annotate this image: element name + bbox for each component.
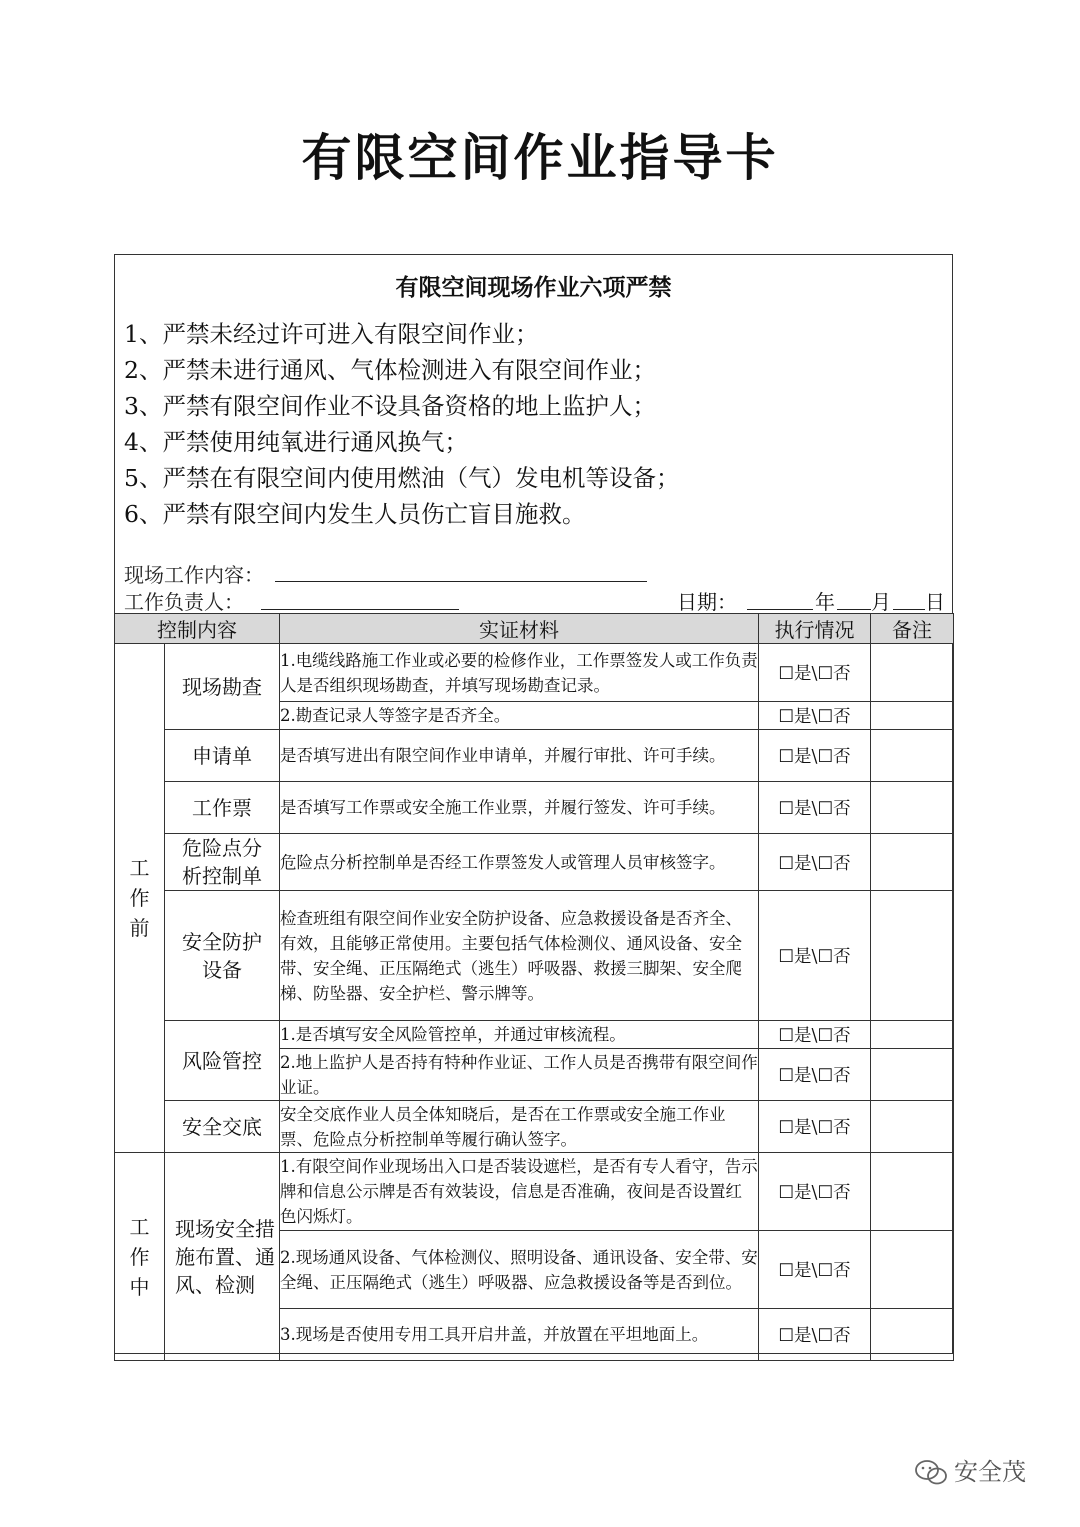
status-checkbox[interactable]: ☐是\☐否 — [759, 1309, 871, 1361]
item-cell: 危险点分析控制单 — [165, 834, 280, 891]
remark-cell[interactable] — [871, 1049, 954, 1101]
status-checkbox[interactable]: ☐是\☐否 — [759, 891, 871, 1021]
day-field[interactable] — [893, 609, 925, 610]
header-status: 执行情况 — [759, 614, 871, 644]
item-cell: 安全交底 — [165, 1101, 280, 1153]
item-cell: 现场安全措施布置、通风、检测 — [165, 1153, 280, 1361]
content-cell: 2.勘查记录人等签字是否齐全。 — [280, 702, 759, 730]
table-row — [115, 1153, 954, 1231]
remark-cell[interactable] — [871, 782, 954, 834]
table-row — [115, 782, 954, 834]
month-field[interactable] — [837, 609, 871, 610]
remark-cell[interactable] — [871, 1309, 954, 1361]
work-content-field[interactable] — [275, 581, 647, 582]
responsible-label: 工作负责人： — [124, 590, 244, 614]
content-cell: 2.地上监护人是否持有特种作业证、工作人员是否携带有限空间作业证。 — [280, 1049, 759, 1101]
phase-during — [115, 1153, 165, 1361]
table-row — [115, 891, 954, 1021]
guide-card — [114, 254, 953, 1354]
wechat-icon — [914, 1459, 948, 1487]
rule-item: 4、严禁使用纯氧进行通风换气； — [124, 428, 468, 456]
watermark-text: 安全茂 — [954, 1458, 1026, 1486]
status-checkbox[interactable]: ☐是\☐否 — [759, 834, 871, 891]
item-cell: 安全防护设备 — [165, 891, 280, 1021]
remark-cell[interactable] — [871, 834, 954, 891]
phase-label: 工作前 — [129, 856, 150, 940]
content-cell: 检查班组有限空间作业安全防护设备、应急救援设备是否齐全、有效，且能够正常使用。主要包括气体检测仪、通风设备、安全带、安全绳、正压隔绝式（逃生）呼吸器、救援三脚架、安全爬梯、防坠器、安全护栏、警示牌等。 — [280, 891, 759, 1021]
table-row — [115, 644, 954, 702]
page-title: 有限空间作业指导卡 — [301, 129, 779, 187]
year-label: 年 — [815, 590, 835, 614]
content-cell: 3.现场是否使用专用工具开启井盖，并放置在平坦地面上。 — [280, 1309, 759, 1361]
content-cell: 是否填写工作票或安全施工作业票，并履行签发、许可手续。 — [280, 782, 759, 834]
status-checkbox[interactable]: ☐是\☐否 — [759, 644, 871, 702]
remark-cell[interactable] — [871, 702, 954, 730]
status-checkbox[interactable]: ☐是\☐否 — [759, 730, 871, 782]
year-field[interactable] — [747, 609, 813, 610]
table-row — [115, 1101, 954, 1153]
status-checkbox[interactable]: ☐是\☐否 — [759, 1231, 871, 1309]
remark-cell[interactable] — [871, 730, 954, 782]
rule-item: 1、严禁未经过许可进入有限空间作业； — [124, 320, 539, 348]
content-cell: 安全交底作业人员全体知晓后，是否在工作票或安全施工作业票、危险点分析控制单等履行确认签字。 — [280, 1101, 759, 1153]
watermark — [914, 1452, 1026, 1487]
content-cell: 是否填写进出有限空间作业申请单，并履行审批、许可手续。 — [280, 730, 759, 782]
content-cell: 1.电缆线路施工作业或必要的检修作业，工作票签发人或工作负责人是否组织现场勘查，并填写现场勘查记录。 — [280, 644, 759, 702]
work-content-label: 现场工作内容： — [124, 563, 264, 587]
status-checkbox[interactable]: ☐是\☐否 — [759, 1153, 871, 1231]
phase-label: 工作中 — [129, 1214, 150, 1299]
status-checkbox[interactable]: ☐是\☐否 — [759, 1049, 871, 1101]
remark-cell[interactable] — [871, 1101, 954, 1153]
table-header-row — [115, 614, 954, 644]
rule-item: 5、严禁在有限空间内使用燃油（气）发电机等设备； — [124, 464, 680, 492]
content-cell: 1.是否填写安全风险管控单，并通过审核流程。 — [280, 1021, 759, 1049]
date-label: 日期： — [677, 590, 737, 614]
rule-item: 2、严禁未进行通风、气体检测进入有限空间作业； — [124, 356, 656, 384]
rule-item: 3、严禁有限空间作业不设具备资格的地上监护人； — [124, 392, 656, 420]
table-row — [115, 730, 954, 782]
remark-cell[interactable] — [871, 1153, 954, 1231]
status-checkbox[interactable]: ☐是\☐否 — [759, 1021, 871, 1049]
header-remark: 备注 — [871, 614, 954, 644]
remark-cell[interactable] — [871, 644, 954, 702]
item-cell: 工作票 — [165, 782, 280, 834]
item-cell: 风险管控 — [165, 1021, 280, 1101]
remark-cell[interactable] — [871, 1021, 954, 1049]
control-table — [114, 613, 954, 1361]
month-label: 月 — [871, 590, 891, 614]
remark-cell[interactable] — [871, 891, 954, 1021]
item-cell: 申请单 — [165, 730, 280, 782]
phase-before — [115, 644, 165, 1153]
header-evidence: 实证材料 — [280, 614, 759, 644]
status-checkbox[interactable]: ☐是\☐否 — [759, 702, 871, 730]
status-checkbox[interactable]: ☐是\☐否 — [759, 782, 871, 834]
item-cell: 现场勘查 — [165, 644, 280, 730]
table-row — [115, 1021, 954, 1049]
content-cell: 2.现场通风设备、气体检测仪、照明设备、通讯设备、安全带、安全绳、正压隔绝式（逃生）呼吸器、应急救援设备等是否到位。 — [280, 1231, 759, 1309]
day-label: 日 — [925, 590, 945, 614]
responsible-field[interactable] — [261, 609, 459, 610]
rules-heading: 有限空间现场作业六项严禁 — [395, 275, 672, 301]
content-cell: 1.有限空间作业现场出入口是否装设遮栏，是否有专人看守，告示牌和信息公示牌是否有效装设，信息是否准确，夜间是否设置红色闪烁灯。 — [280, 1153, 759, 1231]
remark-cell[interactable] — [871, 1231, 954, 1309]
header-control: 控制内容 — [115, 614, 280, 644]
rule-item: 6、严禁有限空间内发生人员伤亡盲目施救。 — [124, 500, 586, 528]
table-row — [115, 834, 954, 891]
status-checkbox[interactable]: ☐是\☐否 — [759, 1101, 871, 1153]
content-cell: 危险点分析控制单是否经工作票签发人或管理人员审核签字。 — [280, 834, 759, 891]
